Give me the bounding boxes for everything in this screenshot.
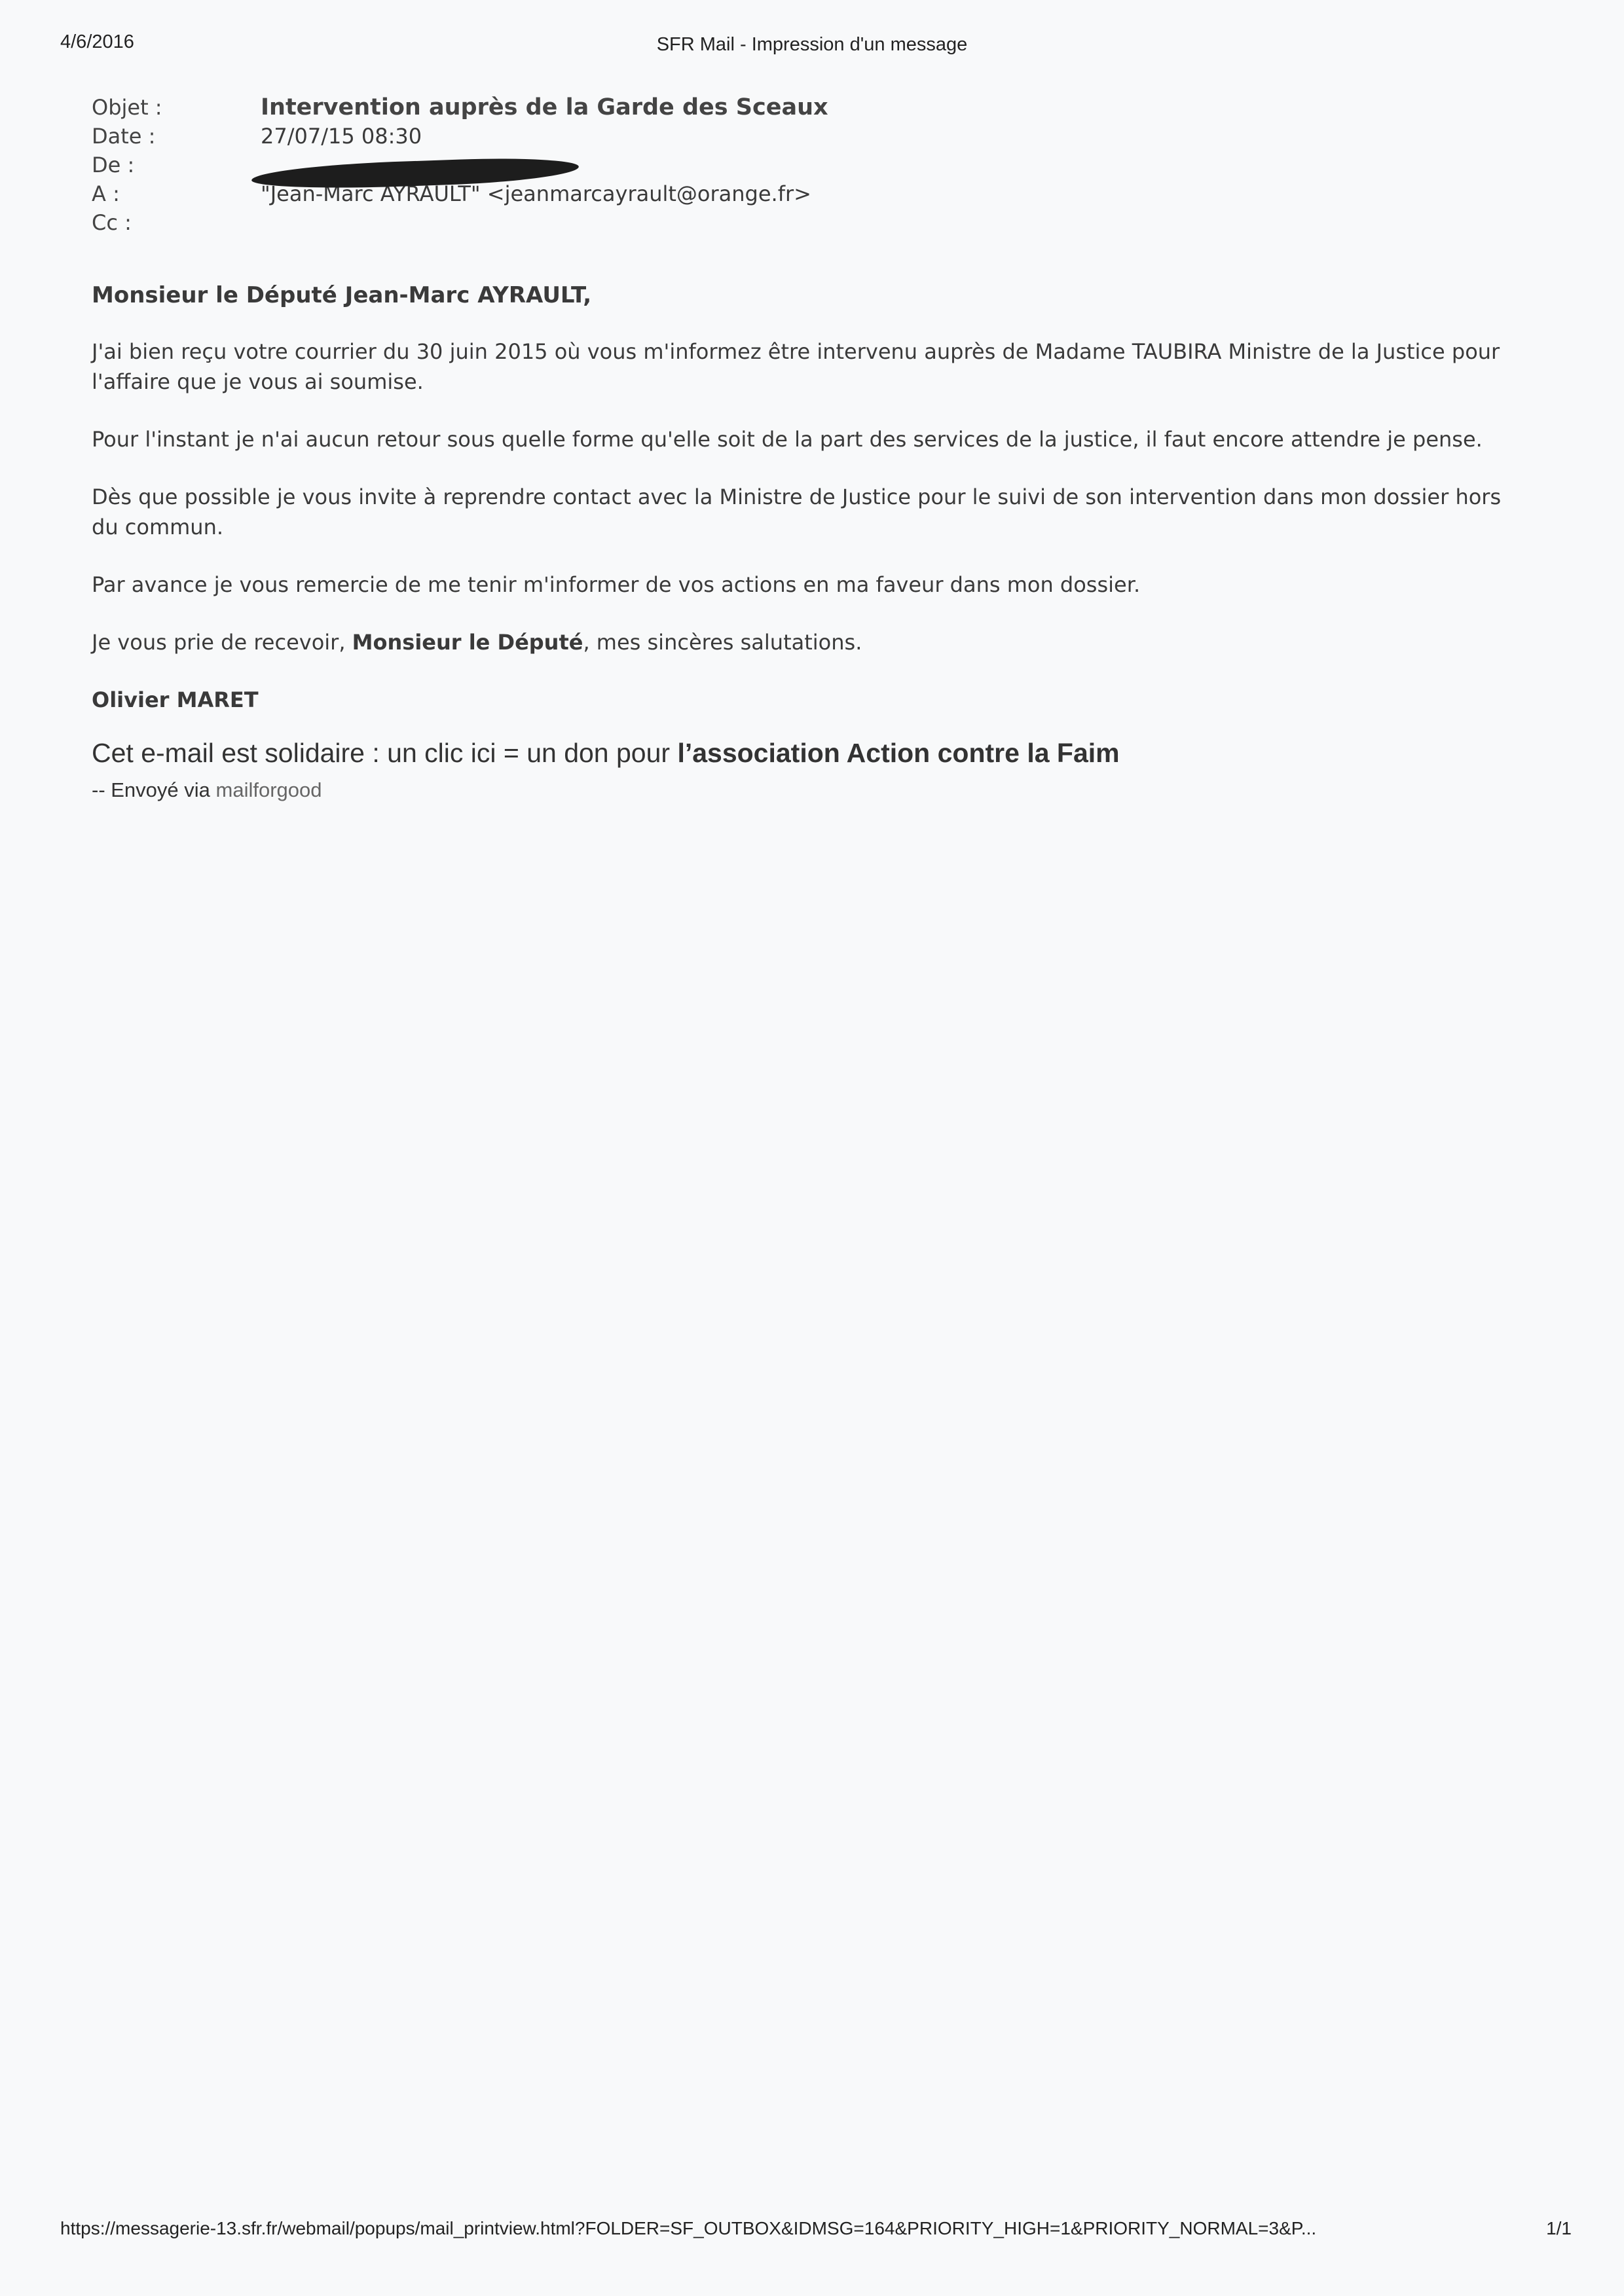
paragraph-2: Pour l'instant je n'ai aucun retour sous quelle forme qu'elle soit de la part des services de la justice, il faut encore attendre je pense. (92, 427, 1483, 452)
date-label: Date : (92, 124, 156, 149)
closing-start: Je vous prie de recevoir, (92, 630, 352, 655)
sent-via-service[interactable]: mailforgood (215, 778, 322, 801)
paragraph-3: Dès que possible je vous invite à reprendre contact avec la Ministre de Justice pour le suivi de son intervention dans mon dossier hors du commun. (92, 484, 1502, 539)
print-header (60, 31, 1564, 60)
print-date: 4/6/2016 (60, 31, 134, 52)
cc-label: Cc : (92, 210, 132, 235)
subject-value: Intervention auprès de la Garde des Sceaux (261, 94, 828, 120)
print-footer (60, 2218, 1572, 2244)
paragraph-4: Par avance je vous remercie de me tenir m'informer de vos actions en ma faveur dans mon dossier. (92, 572, 1141, 597)
print-url: https://messagerie-13.sfr.fr/webmail/popups/mail_printview.html?FOLDER=SF_OUTBOX&IDMSG=164&PRIORITY_HIGH=1&PRIORITY_NORMAL=3&P... (60, 2218, 1317, 2238)
paragraph-1: J'ai bien reçu votre courrier du 30 juin 2015 où vous m'informez être intervenu auprès de Madame TAUBIRA Ministre de la Justice pour l'affaire que je vous ai soumise. (92, 339, 1500, 394)
to-label: A : (92, 181, 120, 206)
solidarity-footer (92, 735, 1532, 805)
message-body (92, 280, 1532, 742)
closing-end: , mes sincères salutations. (583, 630, 862, 655)
message-meta (92, 93, 1532, 237)
promo-text: Cet e-mail est solidaire : un clic ici = un don pour (92, 738, 678, 768)
promo-association: l’association Action contre la Faim (677, 738, 1120, 768)
sent-via (92, 775, 1532, 805)
meta-row-subject (92, 93, 1532, 122)
closing (92, 627, 1532, 657)
solidarity-link[interactable] (92, 735, 1532, 771)
print-title: SFR Mail - Impression d'un message (656, 34, 968, 55)
subject-label: Objet : (92, 95, 162, 120)
date-value: 27/07/15 08:30 (261, 124, 422, 149)
from-label: De : (92, 153, 135, 177)
signature: Olivier MARET (92, 687, 259, 712)
meta-row-date (92, 122, 1532, 151)
salutation: Monsieur le Député Jean-Marc AYRAULT, (92, 282, 592, 308)
page-number: 1/1 (1546, 2218, 1572, 2238)
to-value: "Jean-Marc AYRAULT" <jeanmarcayrault@orange.fr> (261, 181, 811, 206)
meta-row-cc (92, 208, 1532, 237)
closing-addressee: Monsieur le Député (352, 630, 583, 655)
sent-via-label: -- Envoyé via (92, 778, 216, 801)
